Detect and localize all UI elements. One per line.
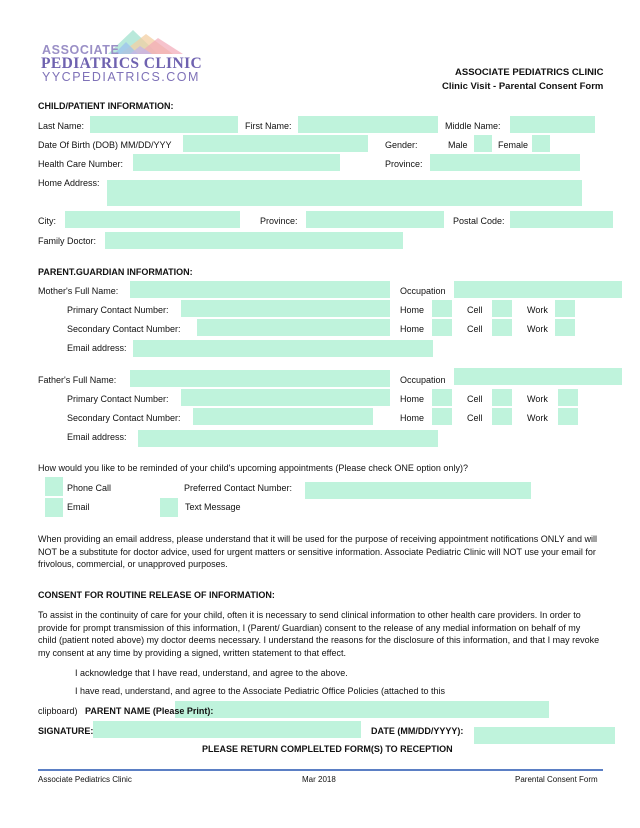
mother-occupation-label: Occupation	[400, 286, 446, 296]
mother-primary-home-checkbox[interactable]	[432, 300, 452, 317]
footer-center: Mar 2018	[302, 775, 336, 784]
postal-code-label: Postal Code:	[453, 216, 505, 226]
policies-statement: I have read, understand, and agree to the Associate Pediatric Office Policies (attached to this	[75, 686, 446, 696]
province2-label: Province:	[260, 216, 298, 226]
mother-primary-work-label: Work	[527, 305, 548, 315]
province-label: Province:	[385, 159, 423, 169]
parent-section-heading: PARENT.GUARDIAN INFORMATION:	[38, 267, 193, 277]
email-option-checkbox[interactable]	[45, 498, 63, 517]
footer-right: Parental Consent Form	[515, 775, 598, 784]
mother-primary-cell-checkbox[interactable]	[492, 300, 512, 317]
father-primary-field[interactable]	[181, 389, 390, 406]
mother-primary-label: Primary Contact Number:	[67, 305, 169, 315]
father-email-label: Email address:	[67, 432, 127, 442]
return-instruction: PLEASE RETURN COMPLELTED FORM(S) TO RECEPTION	[202, 744, 453, 754]
first-name-label: First Name:	[245, 121, 292, 131]
mother-name-field[interactable]	[130, 281, 390, 298]
health-care-label: Health Care Number:	[38, 159, 124, 169]
father-occupation-label: Occupation	[400, 375, 446, 385]
father-secondary-label: Secondary Contact Number:	[67, 413, 181, 423]
father-name-field[interactable]	[130, 370, 390, 387]
gender-male-label: Male	[448, 140, 468, 150]
father-secondary-work-checkbox[interactable]	[558, 408, 578, 425]
logo-line-associate: ASSOCIATE	[42, 43, 120, 57]
gender-label: Gender:	[385, 140, 418, 150]
father-primary-work-label: Work	[527, 394, 548, 404]
consent-section-heading: CONSENT FOR ROUTINE RELEASE OF INFORMATION:	[38, 590, 275, 600]
gender-female-checkbox[interactable]	[532, 135, 550, 152]
home-address-field[interactable]	[107, 180, 582, 206]
father-secondary-cell-checkbox[interactable]	[492, 408, 512, 425]
email-option-label: Email	[67, 502, 90, 512]
footer-divider	[38, 769, 603, 771]
parent-name-field[interactable]	[175, 701, 549, 718]
mother-secondary-field[interactable]	[197, 319, 390, 336]
mother-secondary-home-label: Home	[400, 324, 425, 334]
mother-primary-field[interactable]	[181, 300, 390, 317]
mother-secondary-cell-checkbox[interactable]	[492, 319, 512, 336]
phone-call-label: Phone Call	[67, 483, 112, 493]
father-primary-work-checkbox[interactable]	[558, 389, 578, 406]
mother-secondary-work-checkbox[interactable]	[555, 319, 575, 336]
last-name-label: Last Name:	[38, 121, 85, 131]
consent-body-paragraph: To assist in the continuity of care for your child, often it is necessary to send clinical information to other health care providers. In order to provide for prompt transmission of this information, I (Parent/ Guardian) consent to the release of any medial information on behalf of my child (patient noted above) my doctor deems necessary. I understand the reasons for the disclosure of this information, and that I may revoke my consent at any time by providing a signed, written statement to that effect.	[38, 610, 600, 658]
mother-secondary-work-label: Work	[527, 324, 548, 334]
signature-field[interactable]	[93, 721, 361, 738]
mother-primary-work-checkbox[interactable]	[555, 300, 575, 317]
clipboard-text: clipboard)	[38, 706, 78, 716]
footer-left: Associate Pediatrics Clinic	[38, 775, 132, 784]
middle-name-field[interactable]	[510, 116, 595, 133]
dob-label: Date Of Birth (DOB) MM/DD/YYY	[38, 140, 172, 150]
preferred-contact-field[interactable]	[305, 482, 531, 499]
father-name-label: Father's Full Name:	[38, 375, 117, 385]
mother-primary-home-label: Home	[400, 305, 425, 315]
logo-line-pediatrics: PEDIATRICS CLINIC	[41, 55, 203, 72]
father-email-field[interactable]	[138, 430, 438, 447]
mother-name-label: Mother's Full Name:	[38, 286, 119, 296]
mother-secondary-cell-label: Cell	[467, 324, 483, 334]
father-secondary-cell-label: Cell	[467, 413, 483, 423]
father-primary-home-label: Home	[400, 394, 425, 404]
health-care-field[interactable]	[133, 154, 340, 171]
home-address-label: Home Address:	[38, 178, 100, 188]
date-label: DATE (MM/DD/YYYY):	[371, 726, 464, 736]
text-message-label: Text Message	[185, 502, 241, 512]
signature-label: SIGNATURE:	[38, 726, 94, 736]
mother-secondary-home-checkbox[interactable]	[432, 319, 452, 336]
acknowledge-statement: I acknowledge that I have read, understand, and agree to the above.	[75, 668, 348, 678]
date-field[interactable]	[474, 727, 615, 744]
first-name-field[interactable]	[298, 116, 438, 133]
mother-email-label: Email address:	[67, 343, 127, 353]
mother-primary-cell-label: Cell	[467, 305, 483, 315]
province2-field[interactable]	[306, 211, 444, 228]
father-primary-home-checkbox[interactable]	[432, 389, 452, 406]
father-secondary-home-checkbox[interactable]	[432, 408, 452, 425]
father-occupation-field[interactable]	[454, 368, 622, 385]
parent-name-label: PARENT NAME (Please Print):	[85, 706, 214, 716]
father-primary-cell-checkbox[interactable]	[492, 389, 512, 406]
family-doctor-field[interactable]	[105, 232, 403, 249]
mother-occupation-field[interactable]	[454, 281, 622, 298]
city-field[interactable]	[65, 211, 240, 228]
logo-line-url: YYCPEDIATRICS.COM	[42, 70, 200, 84]
father-secondary-work-label: Work	[527, 413, 548, 423]
father-secondary-field[interactable]	[193, 408, 373, 425]
family-doctor-label: Family Doctor:	[38, 236, 97, 246]
father-secondary-home-label: Home	[400, 413, 425, 423]
father-primary-label: Primary Contact Number:	[67, 394, 169, 404]
header-form-title: Clinic Visit - Parental Consent Form	[442, 81, 604, 92]
postal-code-field[interactable]	[510, 211, 613, 228]
mother-email-field[interactable]	[133, 340, 433, 357]
mother-secondary-label: Secondary Contact Number:	[67, 324, 181, 334]
city-label: City:	[38, 216, 56, 226]
preferred-contact-label: Preferred Contact Number:	[184, 483, 293, 493]
text-message-checkbox[interactable]	[160, 498, 178, 517]
gender-female-label: Female	[498, 140, 529, 150]
last-name-field[interactable]	[90, 116, 238, 133]
header-clinic-name: ASSOCIATE PEDIATRICS CLINIC	[455, 67, 604, 78]
child-section-heading: CHILD/PATIENT INFORMATION:	[38, 101, 174, 111]
email-notice-paragraph: When providing an email address, please understand that it will be used for the purpose of receiving appointment notifications ONLY and will NOT be a substitute for doctor advice, used for urgent matters or sensitive information. Associate Pediatric Clinic will NOT use your email for frivolous, commercial, or unapproved purposes.	[38, 534, 597, 570]
province-field[interactable]	[430, 154, 580, 171]
dob-field[interactable]	[183, 135, 368, 152]
reminder-question: How would you like to be reminded of your child's upcoming appointments (Please check ONE option only)?	[38, 463, 468, 473]
middle-name-label: Middle Name:	[445, 121, 501, 131]
gender-male-checkbox[interactable]	[474, 135, 492, 152]
clinic-logo	[38, 28, 203, 84]
phone-call-checkbox[interactable]	[45, 477, 63, 496]
father-primary-cell-label: Cell	[467, 394, 483, 404]
